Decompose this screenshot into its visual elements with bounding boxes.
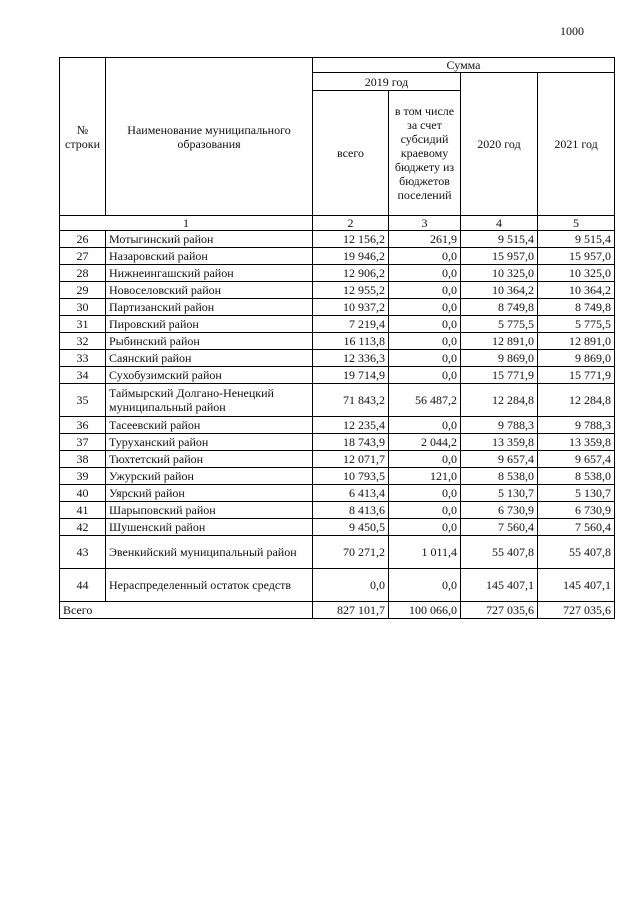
sum-2020: 12 891,0 — [461, 333, 538, 350]
sum-2020: 5 130,7 — [461, 485, 538, 502]
sum-total: 10 793,5 — [313, 468, 389, 485]
municipality-name: Шарыповский район — [106, 502, 313, 519]
sum-total: 71 843,2 — [313, 384, 389, 417]
municipality-name: Саянский район — [106, 350, 313, 367]
sum-including: 261,9 — [389, 231, 461, 248]
header-row-number: № строки — [60, 58, 106, 216]
sum-2021: 145 407,1 — [538, 569, 615, 602]
sum-including: 1 011,4 — [389, 536, 461, 569]
total-2021: 727 035,6 — [538, 602, 615, 619]
header-including-subsidies: в том числе за счет субсидий краевому бюджету из бюджетов поселений — [389, 91, 461, 216]
page-number: 1000 — [560, 24, 584, 38]
sum-2020: 55 407,8 — [461, 536, 538, 569]
sum-total: 19 714,9 — [313, 367, 389, 384]
sum-2021: 12 284,8 — [538, 384, 615, 417]
municipality-name: Партизанский район — [106, 299, 313, 316]
sum-including: 0,0 — [389, 299, 461, 316]
sum-total: 10 937,2 — [313, 299, 389, 316]
sum-including: 56 487,2 — [389, 384, 461, 417]
column-index-2: 2 — [313, 216, 389, 231]
header-year-2020: 2020 год — [461, 73, 538, 216]
sum-including: 0,0 — [389, 333, 461, 350]
column-index-3: 3 — [389, 216, 461, 231]
column-index-row — [60, 216, 615, 231]
sum-total: 9 450,5 — [313, 519, 389, 536]
row-number: 32 — [60, 333, 106, 350]
header-year-2019: 2019 год — [313, 73, 461, 91]
column-index-5: 5 — [538, 216, 615, 231]
sum-2021: 7 560,4 — [538, 519, 615, 536]
municipality-name: Новоселовский район — [106, 282, 313, 299]
sum-including: 0,0 — [389, 569, 461, 602]
sum-including: 0,0 — [389, 316, 461, 333]
table-row — [60, 299, 615, 316]
sum-total: 16 113,8 — [313, 333, 389, 350]
municipality-name: Таймырский Долгано-Ненецкий муниципальный район — [106, 384, 313, 417]
row-number: 33 — [60, 350, 106, 367]
table-row — [60, 265, 615, 282]
municipality-name: Нераспределенный остаток средств — [106, 569, 313, 602]
row-number: 40 — [60, 485, 106, 502]
sum-total: 6 413,4 — [313, 485, 389, 502]
header-municipality-name: Наименование муниципального образования — [106, 58, 313, 216]
sum-2021: 9 657,4 — [538, 451, 615, 468]
sum-2021: 8 538,0 — [538, 468, 615, 485]
municipality-name: Нижнеингашский район — [106, 265, 313, 282]
row-number: 29 — [60, 282, 106, 299]
municipality-name: Эвенкийский муниципальный район — [106, 536, 313, 569]
municipality-name: Назаровский район — [106, 248, 313, 265]
sum-including: 0,0 — [389, 485, 461, 502]
total-including: 100 066,0 — [389, 602, 461, 619]
sum-2021: 9 869,0 — [538, 350, 615, 367]
sum-total: 12 071,7 — [313, 451, 389, 468]
sum-including: 0,0 — [389, 248, 461, 265]
total-label: Всего — [60, 602, 313, 619]
row-number: 44 — [60, 569, 106, 602]
sum-2021: 10 364,2 — [538, 282, 615, 299]
sum-total: 12 336,3 — [313, 350, 389, 367]
column-index-1: 1 — [60, 216, 313, 231]
sum-total: 12 156,2 — [313, 231, 389, 248]
sum-2020: 9 869,0 — [461, 350, 538, 367]
sum-total: 18 743,9 — [313, 434, 389, 451]
sum-2020: 15 771,9 — [461, 367, 538, 384]
sum-including: 0,0 — [389, 282, 461, 299]
row-number: 31 — [60, 316, 106, 333]
sum-including: 0,0 — [389, 519, 461, 536]
sum-2020: 6 730,9 — [461, 502, 538, 519]
row-number: 27 — [60, 248, 106, 265]
column-index-4: 4 — [461, 216, 538, 231]
row-number: 38 — [60, 451, 106, 468]
sum-2020: 7 560,4 — [461, 519, 538, 536]
sum-total: 7 219,4 — [313, 316, 389, 333]
sum-2021: 5 130,7 — [538, 485, 615, 502]
table-row — [60, 316, 615, 333]
sum-2020: 9 515,4 — [461, 231, 538, 248]
municipality-name: Тасеевский район — [106, 417, 313, 434]
table-row — [60, 350, 615, 367]
table-row — [60, 333, 615, 350]
table-header — [60, 58, 615, 216]
row-number: 30 — [60, 299, 106, 316]
sum-2020: 145 407,1 — [461, 569, 538, 602]
table-row — [60, 536, 615, 569]
table-row — [60, 468, 615, 485]
row-number: 28 — [60, 265, 106, 282]
sum-2021: 5 775,5 — [538, 316, 615, 333]
table-row — [60, 248, 615, 265]
municipality-name: Ужурский район — [106, 468, 313, 485]
row-number: 43 — [60, 536, 106, 569]
municipality-name: Пировский район — [106, 316, 313, 333]
table-row — [60, 367, 615, 384]
sum-2021: 10 325,0 — [538, 265, 615, 282]
sum-2021: 15 771,9 — [538, 367, 615, 384]
sum-including: 0,0 — [389, 367, 461, 384]
table-row — [60, 434, 615, 451]
row-number: 39 — [60, 468, 106, 485]
sum-including: 121,0 — [389, 468, 461, 485]
header-sum: Сумма — [313, 58, 615, 73]
municipality-name: Тюхтетский район — [106, 451, 313, 468]
row-number: 41 — [60, 502, 106, 519]
total-2020: 727 035,6 — [461, 602, 538, 619]
sum-2021: 12 891,0 — [538, 333, 615, 350]
sum-2020: 10 325,0 — [461, 265, 538, 282]
row-number: 35 — [60, 384, 106, 417]
sum-total: 0,0 — [313, 569, 389, 602]
total-sum: 827 101,7 — [313, 602, 389, 619]
table-row — [60, 569, 615, 602]
sum-2020: 9 788,3 — [461, 417, 538, 434]
sum-2020: 9 657,4 — [461, 451, 538, 468]
row-number: 37 — [60, 434, 106, 451]
municipality-name: Уярский район — [106, 485, 313, 502]
header-year-2021: 2021 год — [538, 73, 615, 216]
table-row — [60, 519, 615, 536]
sum-2021: 15 957,0 — [538, 248, 615, 265]
row-number: 42 — [60, 519, 106, 536]
sum-2020: 13 359,8 — [461, 434, 538, 451]
sum-2020: 8 749,8 — [461, 299, 538, 316]
municipality-name: Туруханский район — [106, 434, 313, 451]
table-row — [60, 282, 615, 299]
municipality-name: Рыбинский район — [106, 333, 313, 350]
sum-2021: 9 515,4 — [538, 231, 615, 248]
total-row — [60, 602, 615, 619]
row-number: 26 — [60, 231, 106, 248]
sum-2021: 55 407,8 — [538, 536, 615, 569]
sum-total: 12 906,2 — [313, 265, 389, 282]
sum-2021: 9 788,3 — [538, 417, 615, 434]
sum-2021: 6 730,9 — [538, 502, 615, 519]
row-number: 36 — [60, 417, 106, 434]
municipality-name: Сухобузимский район — [106, 367, 313, 384]
table-row — [60, 417, 615, 434]
municipality-name: Шушенский район — [106, 519, 313, 536]
sum-total: 70 271,2 — [313, 536, 389, 569]
sum-2021: 13 359,8 — [538, 434, 615, 451]
sum-2020: 10 364,2 — [461, 282, 538, 299]
sum-total: 12 955,2 — [313, 282, 389, 299]
table-row — [60, 451, 615, 468]
table-row — [60, 485, 615, 502]
sum-2020: 8 538,0 — [461, 468, 538, 485]
header-total: всего — [313, 91, 389, 216]
sum-total: 12 235,4 — [313, 417, 389, 434]
municipality-name: Мотыгинский район — [106, 231, 313, 248]
table-row — [60, 231, 615, 248]
sum-2020: 12 284,8 — [461, 384, 538, 417]
sum-including: 0,0 — [389, 265, 461, 282]
table-row — [60, 384, 615, 417]
sum-including: 0,0 — [389, 451, 461, 468]
sum-including: 0,0 — [389, 502, 461, 519]
table-body — [60, 216, 615, 602]
sum-2020: 15 957,0 — [461, 248, 538, 265]
sum-including: 0,0 — [389, 350, 461, 367]
sum-total: 19 946,2 — [313, 248, 389, 265]
table-row — [60, 502, 615, 519]
sum-total: 8 413,6 — [313, 502, 389, 519]
sum-2021: 8 749,8 — [538, 299, 615, 316]
row-number: 34 — [60, 367, 106, 384]
budget-table — [59, 57, 615, 619]
sum-2020: 5 775,5 — [461, 316, 538, 333]
sum-including: 0,0 — [389, 417, 461, 434]
sum-including: 2 044,2 — [389, 434, 461, 451]
